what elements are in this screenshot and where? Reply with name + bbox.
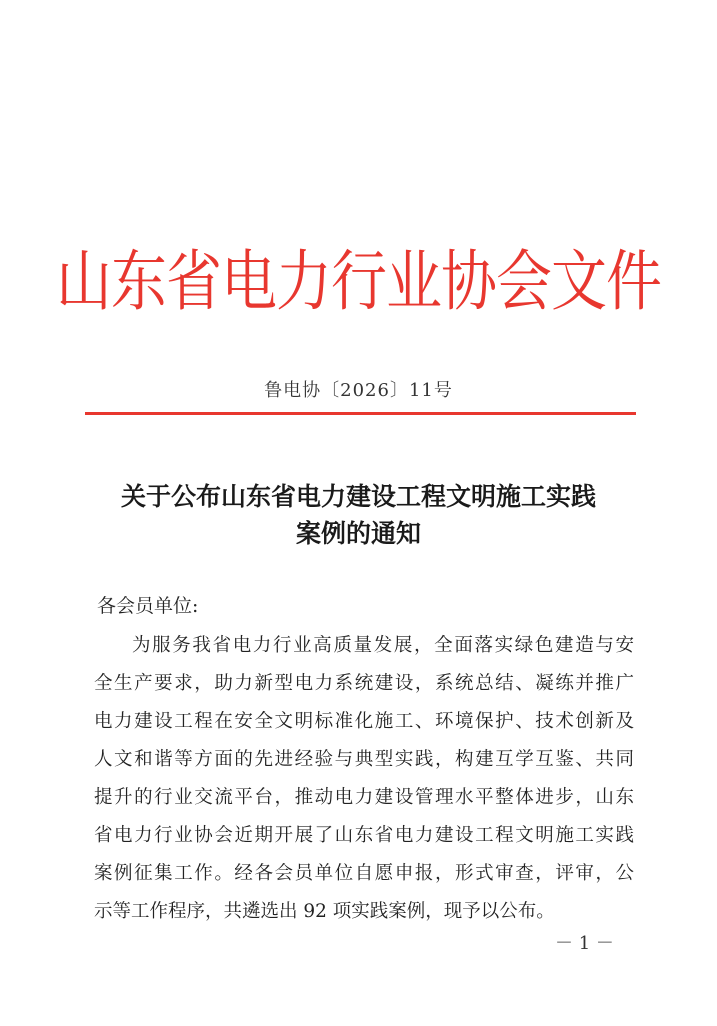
body-line: 省电力行业协会近期开展了山东省电力建设工程文明施工实践 [94,825,634,846]
body-line: 人文和谐等方面的先进经验与典型实践，构建互学互鉴、共同 [94,749,634,770]
red-divider-line [85,412,636,415]
body-line: 示等工作程序，共遴选出 92 项实践案例，现予以公布。 [94,901,555,922]
body-line: 案例征集工作。经各会员单位自愿申报，形式审查，评审，公 [94,863,634,884]
body-line: 为服务我省电力行业高质量发展，全面落实绿色建造与安 [132,635,634,656]
notice-title-line-1: 关于公布山东省电力建设工程文明施工实践 [120,482,596,511]
body-line: 全生产要求，助力新型电力系统建设，系统总结、凝练并推广 [94,673,634,694]
notice-title-line-2: 案例的通知 [295,519,421,548]
document-number: 鲁电协〔2026〕11号 [264,380,453,401]
body-paragraph [94,627,634,931]
page-number: － 1 － [555,933,614,954]
body-line: 电力建设工程在安全文明标准化施工、环境保护、技术创新及 [94,711,634,732]
notice-title [60,478,657,552]
body-line: 提升的行业交流平台，推动电力建设管理水平整体进步，山东 [94,787,634,808]
salutation: 各会员单位: [97,595,199,617]
document-red-header: 山东省电力行业协会文件 [56,244,661,321]
